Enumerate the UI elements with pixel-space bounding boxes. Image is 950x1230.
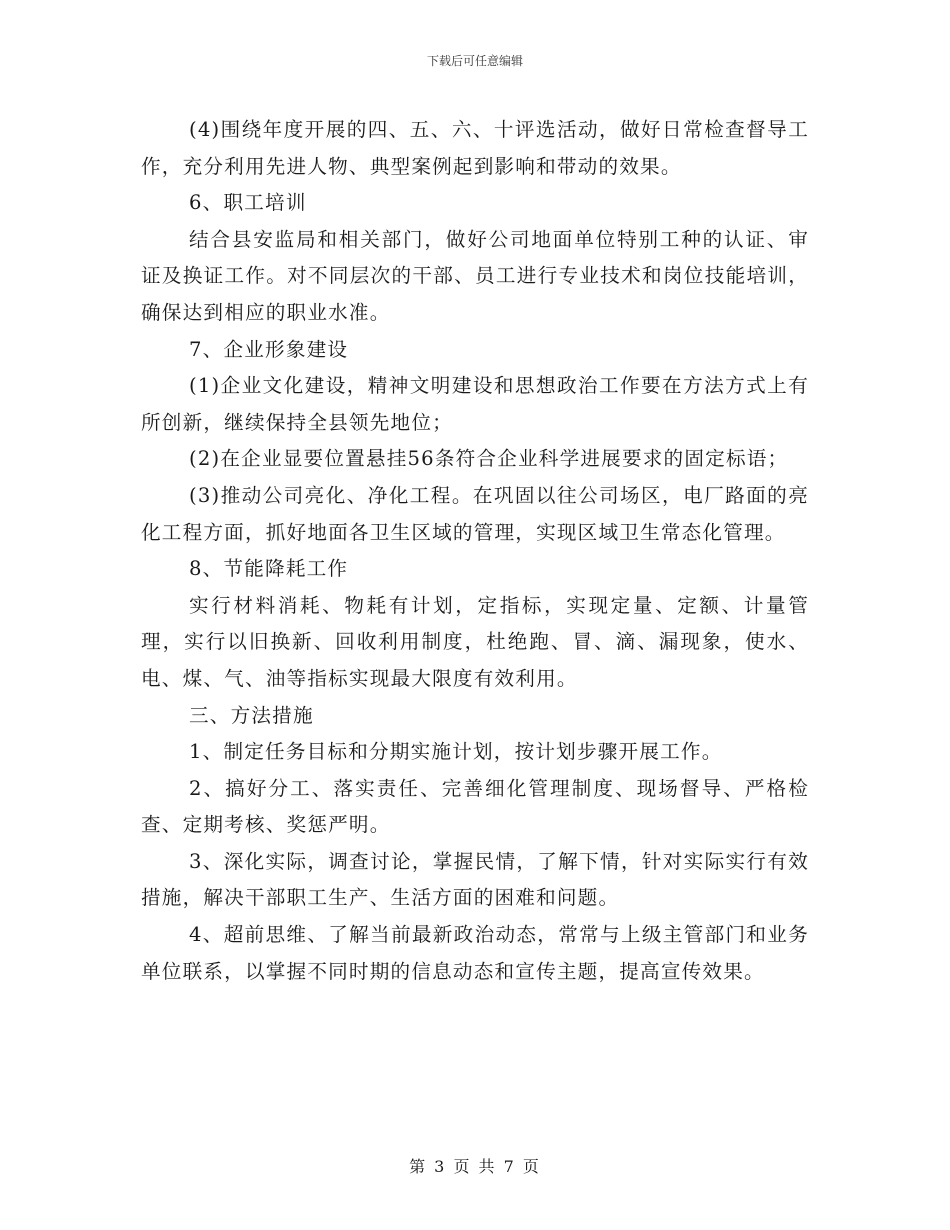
paragraph-item-2-slogans: (2)在企业显要位置悬挂56条符合企业科学进展要求的固定标语；	[189, 447, 789, 471]
section-heading-methods: 三、方法措施	[189, 703, 314, 727]
paragraph-item-4-inspection: (4)围绕年度开展的四、五、六、十评选活动，做好日常检查督导工作，充分利用先进人物、典型案例起到影响和带动的效果。	[141, 118, 809, 178]
paragraph-method-3: 3、深化实际，调查讨论，掌握民情，了解下情，针对实际实行有效措施，解决干部职工生产、生活方面的困难和问题。	[141, 849, 809, 910]
section-heading-staff-training: 6、职工培训	[189, 191, 307, 215]
paragraph-energy-saving: 实行材料消耗、物耗有计划，定指标，实现定量、定额、计量管理，实行以旧换新、回收利用制度，杜绝跑、冒、滴、漏现象，使水、电、煤、气、油等指标实现最大限度有效利用。	[141, 593, 809, 690]
paragraph-item-3-beautification: (3)推动公司亮化、净化工程。在巩固以往公司场区，电厂路面的亮化工程方面，抓好地面各卫生区域的管理，实现区域卫生常态化管理。	[141, 483, 809, 544]
paragraph-method-2: 2、搞好分工、落实责任、完善细化管理制度、现场督导、严格检查、定期考核、奖惩严明。	[141, 776, 809, 837]
paragraph-method-4: 4、超前思维、了解当前最新政治动态，常常与上级主管部门和业务单位联系，以掌握不同时期的信息动态和宣传主题，提高宣传效果。	[141, 923, 809, 983]
section-heading-corporate-image: 7、企业形象建设	[189, 337, 349, 361]
page-header: 下载后可任意编辑	[426, 54, 523, 68]
paragraph-method-1: 1、制定任务目标和分期实施计划，按计划步骤开展工作。	[189, 740, 723, 764]
page-number: 第 3 页 共 7 页	[409, 1157, 541, 1176]
paragraph-staff-training: 结合县安监局和相关部门，做好公司地面单位特别工种的认证、审证及换证工作。对不同层次的干部、员工进行专业技术和岗位技能培训，确保达到相应的职业水准。	[141, 227, 809, 324]
paragraph-item-1-culture: (1)企业文化建设，精神文明建设和思想政治工作要在方法方式上有所创新，继续保持全县领先地位；	[141, 374, 809, 434]
document-body	[141, 112, 809, 990]
section-heading-energy-saving: 8、节能降耗工作	[189, 557, 349, 581]
